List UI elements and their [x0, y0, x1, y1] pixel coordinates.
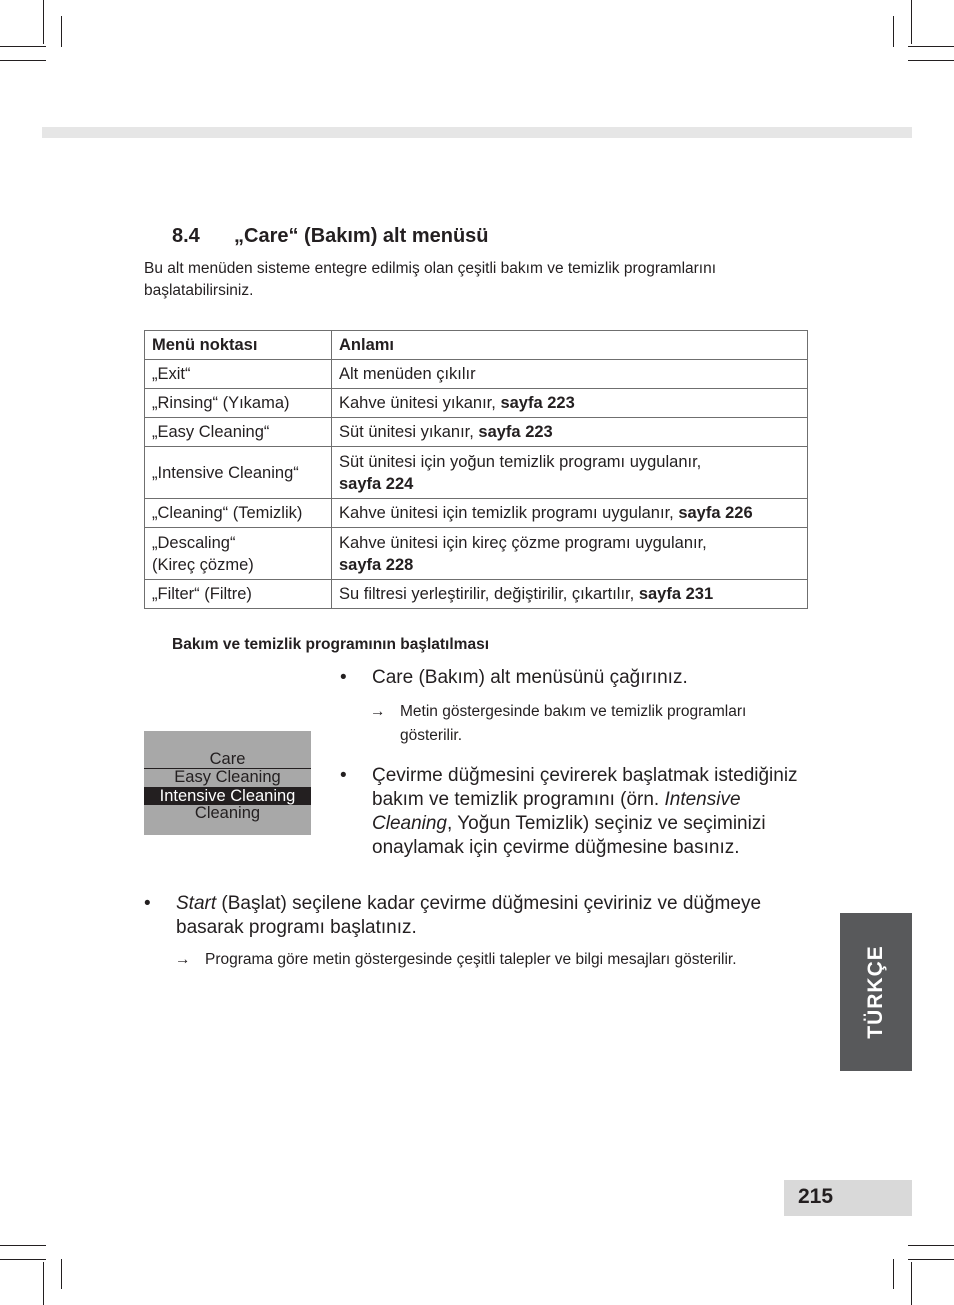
crop-mark [893, 1259, 894, 1289]
table-row [145, 528, 808, 580]
crop-mark [908, 1259, 954, 1260]
page-ref: sayfa 226 [678, 504, 753, 522]
display-line: Easy Cleaning [174, 768, 281, 786]
crop-mark [908, 60, 954, 61]
item-line: (Kireç çözme) [152, 555, 254, 574]
table-cell-item: „Easy Cleaning“ [145, 418, 332, 447]
bullet: • [340, 765, 347, 786]
step-1-result [370, 700, 810, 748]
meaning-text: Kahve ünitesi için temizlik programı uygulanır, [339, 504, 679, 522]
display-line-selected: Intensive Cleaning [144, 787, 311, 805]
crop-mark [0, 60, 46, 61]
meaning-text: Su filtresi yerleştirilir, değiştirilir, çıkartılır, [339, 585, 639, 603]
step-text-emphasis: Start [176, 893, 217, 914]
bullet: • [340, 667, 347, 688]
crop-mark [0, 1245, 46, 1246]
table-cell-item: „Filter“ (Filtre) [145, 580, 332, 609]
table-row [145, 447, 808, 499]
page-ref: sayfa 223 [478, 423, 553, 441]
result-text: Programa göre metin göstergesinde çeşitli talepler ve bilgi mesajları gösterilir. [205, 951, 737, 968]
table-cell-item: „Exit“ [145, 360, 332, 389]
table-header-row [145, 331, 808, 360]
intro-paragraph: Bu alt menüden sisteme entegre edilmiş olan çeşitli bakım ve temizlik programlarını başlatabilirsiniz. [144, 260, 717, 299]
page-number: 215 [798, 1185, 834, 1208]
crop-mark [0, 1259, 46, 1260]
table-row [145, 360, 808, 389]
table-header-cell: Anlamı [332, 331, 808, 360]
table-cell-meaning [332, 360, 808, 389]
step-text-part: (Başlat) seçilene kadar çevirme düğmesini çeviriniz ve düğmeye basarak programı başlatınız. [176, 893, 762, 938]
table-cell-meaning [332, 528, 808, 580]
arrow-icon: → [175, 951, 191, 968]
section-number: 8.4 [172, 225, 200, 247]
display-line: Cleaning [194, 804, 261, 822]
table-cell-meaning [332, 418, 808, 447]
meaning-text: Kahve ünitesi yıkanır, [339, 394, 501, 412]
step-text: Care (Bakım) alt menüsünü çağırınız. [372, 667, 688, 688]
step-text-part: Çevirme düğmesini çevirerek başlatmak istediğiniz bakım ve temizlik programını (örn. [372, 765, 798, 810]
page-ref: sayfa 228 [339, 555, 414, 574]
page-number-box [784, 1180, 912, 1216]
table-cell-item: „Cleaning“ (Temizlik) [145, 499, 332, 528]
table-row [145, 499, 808, 528]
page-ref: sayfa 231 [638, 585, 714, 603]
item-line: „Descaling“ [152, 533, 236, 552]
crop-mark [908, 1245, 954, 1246]
crop-mark [893, 16, 894, 47]
table-cell-item: „Intensive Cleaning“ [145, 447, 332, 499]
section-heading [172, 225, 489, 248]
bullet: • [144, 893, 151, 914]
page-ref: sayfa 224 [339, 474, 414, 493]
table-row [145, 580, 808, 609]
step-text-emphasis: Intensive Cleaning [372, 789, 741, 834]
crop-mark [0, 46, 46, 47]
crop-mark [43, 0, 44, 44]
meaning-text: Alt menüden çıkılır [339, 365, 476, 383]
crop-mark [61, 16, 62, 47]
step-2 [340, 764, 810, 860]
language-tab [840, 913, 912, 1071]
table-header-cell: Menü noktası [145, 331, 332, 360]
step-3-result [175, 948, 775, 972]
display-line: Care [209, 750, 246, 768]
table-cell-meaning [332, 499, 808, 528]
arrow-icon: → [370, 703, 386, 720]
step-3 [144, 892, 824, 940]
page-ref: sayfa 223 [500, 394, 575, 412]
header-bar [42, 127, 912, 138]
meaning-text: Kahve ünitesi için kireç çözme programı uygulanır, [339, 533, 707, 552]
language-label: TÜRKÇE [864, 945, 887, 1039]
meaning-text: Süt ünitesi için yoğun temizlik programı uygulanır, [339, 452, 702, 471]
table-row [145, 418, 808, 447]
step-text [372, 764, 810, 860]
step-text-part: , Yoğun Temizlik) seçiniz ve seçiminizi onaylamak için çevirme düğmesine basınız. [372, 813, 766, 858]
crop-mark [911, 1262, 912, 1305]
table-cell-meaning [332, 447, 808, 499]
crop-mark [43, 1262, 44, 1305]
crop-mark [911, 0, 912, 44]
subheading: Bakım ve temizlik programının başlatılması [172, 636, 490, 653]
text-display [144, 731, 311, 835]
step-text [176, 892, 824, 940]
result-text: Metin göstergesinde bakım ve temizlik programları gösterilir. [400, 703, 747, 744]
table-cell-meaning [332, 389, 808, 418]
table-cell-item: „Rinsing“ (Yıkama) [145, 389, 332, 418]
table-cell-meaning [332, 580, 808, 609]
crop-mark [61, 1259, 62, 1289]
section-title: „Care“ (Bakım) alt menüsü [234, 225, 489, 247]
step-1 [340, 666, 810, 690]
table-cell-item [145, 528, 332, 580]
menu-table [144, 330, 808, 609]
meaning-text: Süt ünitesi yıkanır, [339, 423, 479, 441]
table-row [145, 389, 808, 418]
crop-mark [908, 46, 954, 47]
